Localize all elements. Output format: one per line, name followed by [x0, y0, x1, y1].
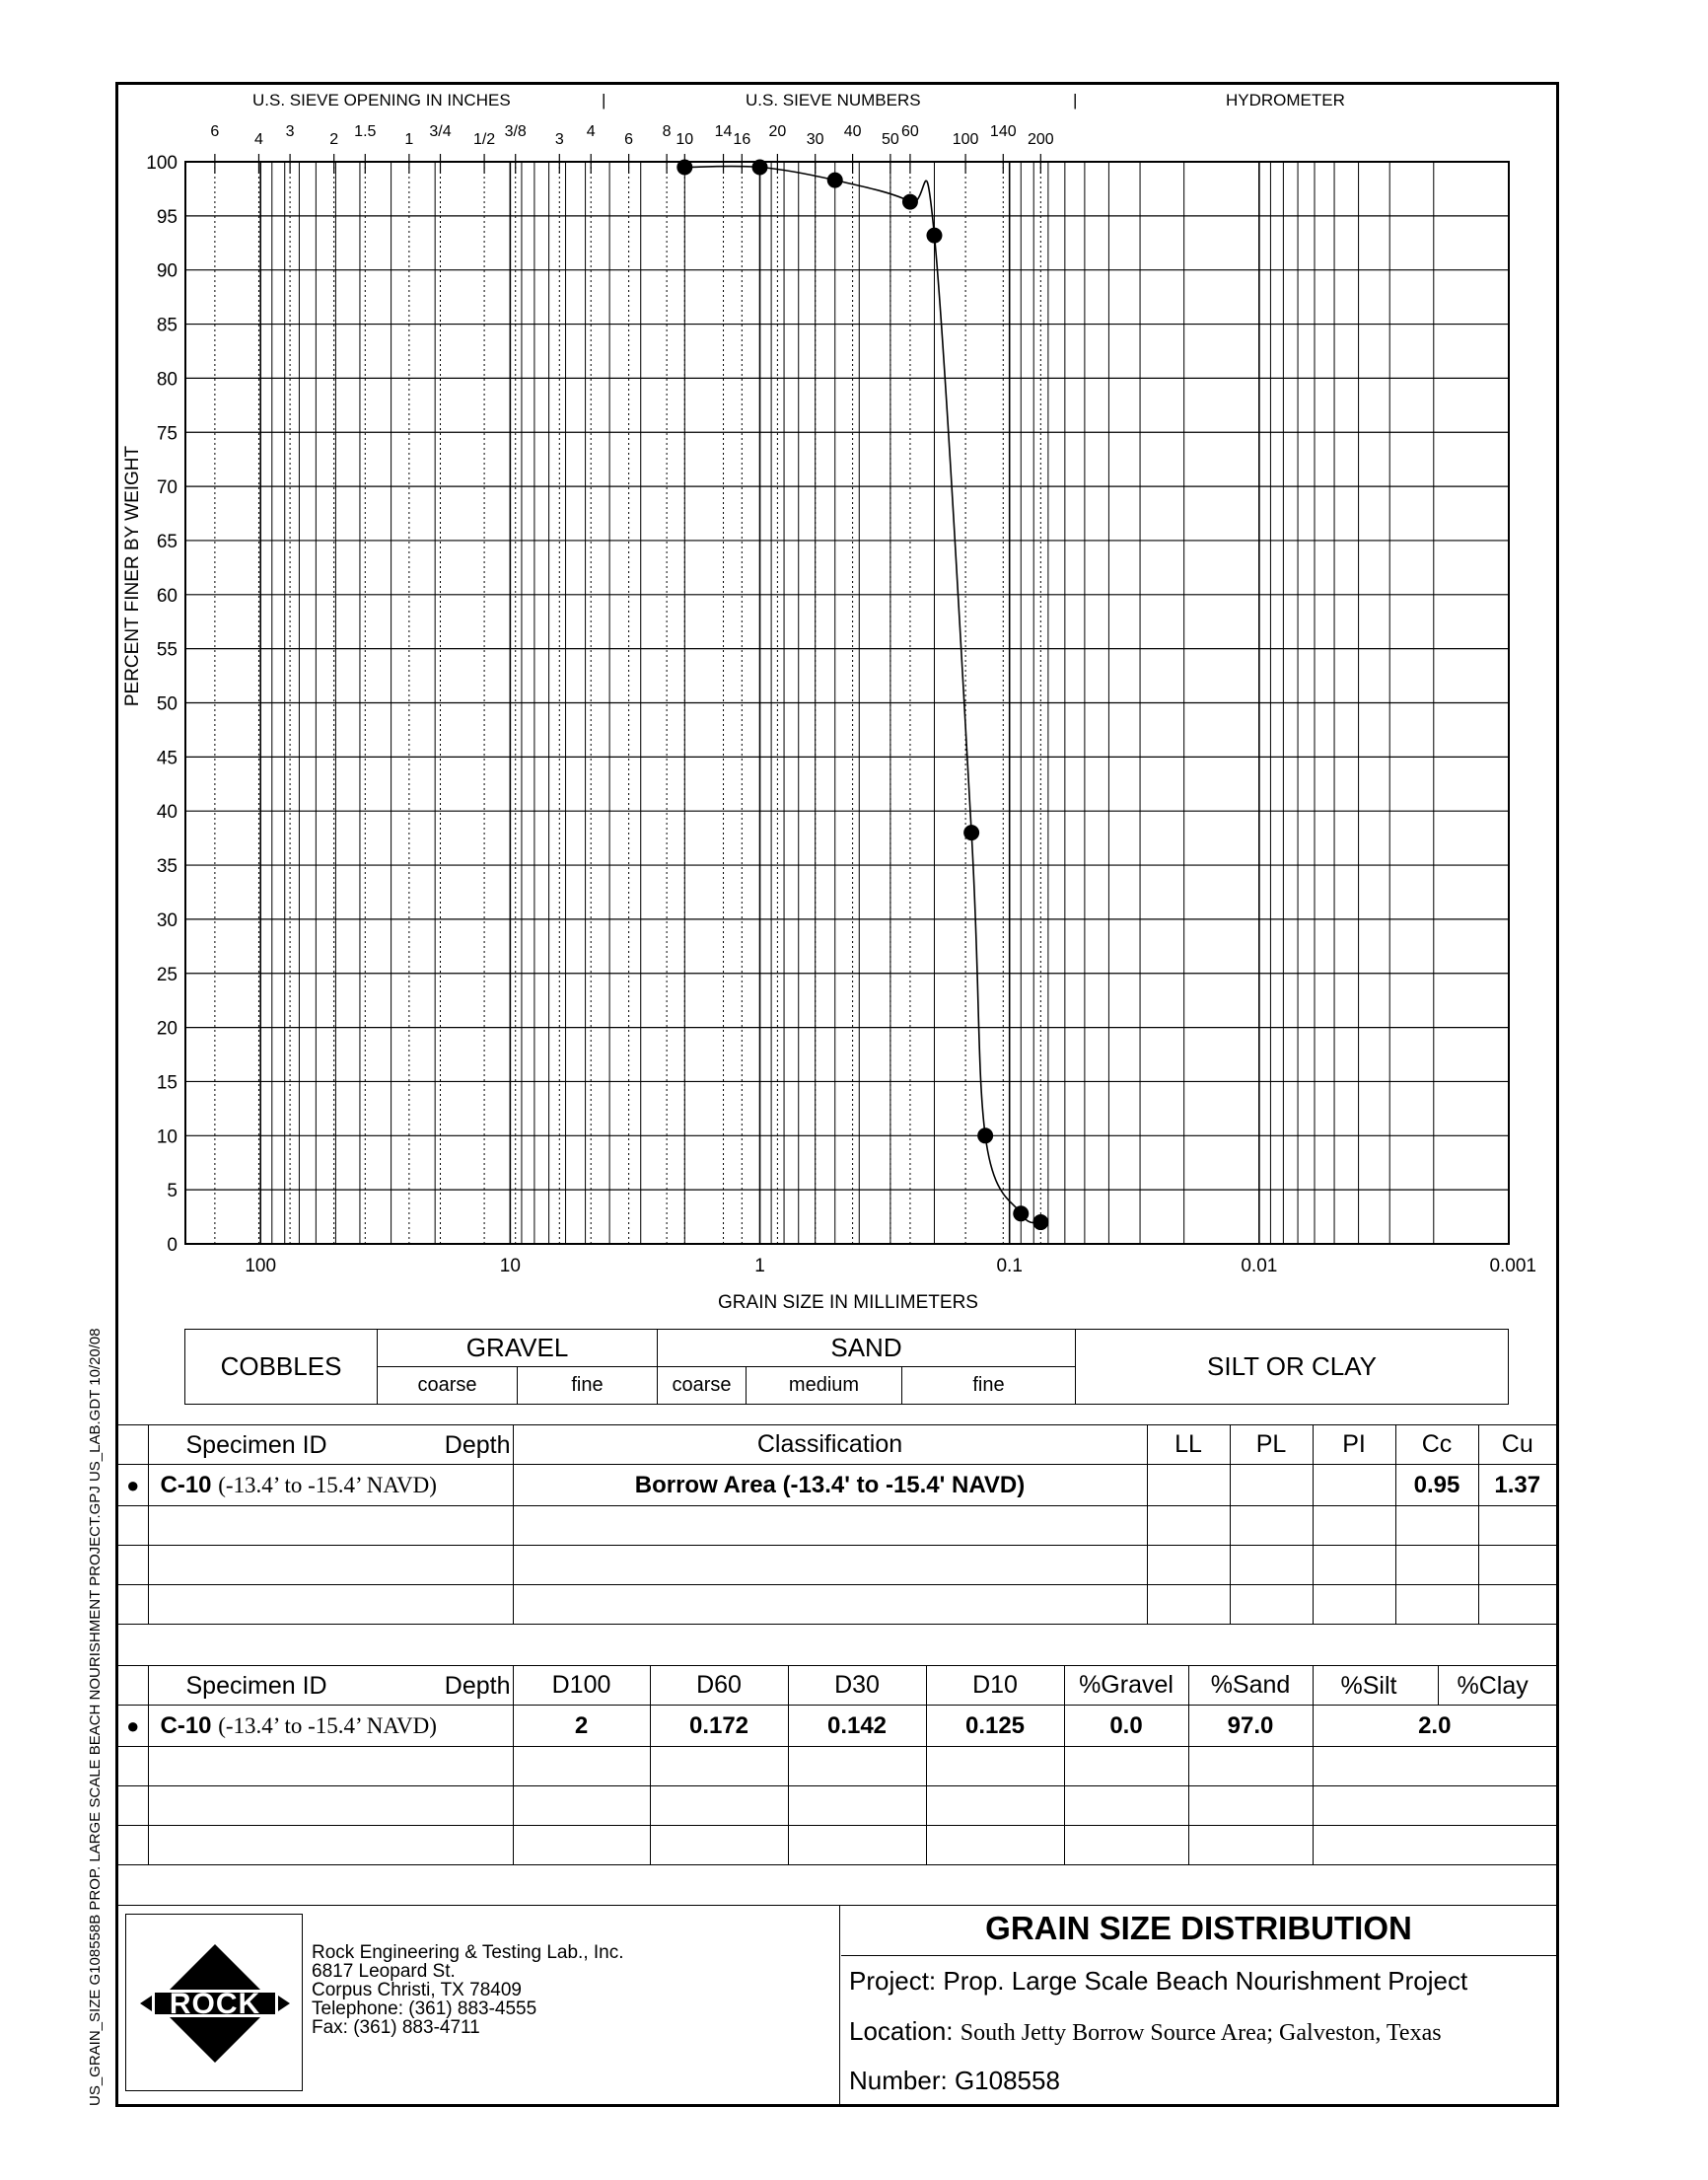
company-info — [312, 1943, 624, 2037]
sieve-label: 10 — [676, 131, 694, 148]
pi-header: PI — [1313, 1425, 1395, 1465]
sieve-label: 1 — [404, 131, 414, 148]
table-row — [118, 1465, 1556, 1506]
sieve-label: 1.5 — [354, 123, 377, 140]
sieve-label: 4 — [254, 131, 263, 148]
data-point — [676, 159, 692, 175]
data-point — [827, 173, 843, 188]
company-name: Rock Engineering & Testing Lab., Inc. — [312, 1942, 624, 1963]
d60-value: 0.172 — [650, 1706, 788, 1747]
classification-value: Borrow Area (-13.4' to -15.4' NAVD) — [513, 1465, 1147, 1506]
y-tick-label: 85 — [156, 315, 178, 336]
specimen-id: C-10 — [160, 1711, 212, 1739]
d60-header: D60 — [650, 1666, 788, 1706]
specimen-depth: (-13.4’ to -15.4’ NAVD) — [218, 1472, 437, 1497]
sieve-label: 14 — [714, 123, 733, 140]
company-address-1: 6817 Leopard St. — [312, 1961, 456, 1982]
specimen-id: C-10 — [160, 1471, 212, 1498]
sieve-label: 8 — [662, 123, 672, 140]
sieve-label: 200 — [1027, 131, 1054, 148]
pl-value — [1230, 1465, 1313, 1506]
classification-table — [118, 1424, 1556, 1625]
gravel-pct-value: 0.0 — [1064, 1706, 1188, 1747]
specimen-id-header: Specimen ID — [185, 1431, 327, 1459]
sieve-label: 16 — [733, 131, 751, 148]
sieve-inches-header: U.S. SIEVE OPENING IN INCHES — [252, 91, 511, 109]
pl-header: PL — [1230, 1425, 1313, 1465]
cobbles-label: COBBLES — [185, 1330, 378, 1405]
clay-pct-header: %Clay — [1457, 1672, 1529, 1700]
sieve-label: 6 — [210, 123, 220, 140]
y-tick-label: 70 — [156, 477, 178, 499]
y-tick-label: 35 — [156, 856, 178, 878]
d100-header: D100 — [513, 1666, 650, 1706]
y-tick-label: 25 — [156, 964, 178, 985]
pi-value — [1313, 1465, 1395, 1506]
sieve-label: 3/4 — [429, 123, 452, 140]
cu-header: Cu — [1478, 1425, 1556, 1465]
y-tick-label: 15 — [156, 1072, 178, 1094]
x-tick-label: 10 — [499, 1256, 521, 1276]
x-axis-label: GRAIN SIZE IN MILLIMETERS — [718, 1292, 978, 1313]
gravel-fine-label: fine — [518, 1367, 658, 1405]
hydrometer-header: HYDROMETER — [1226, 91, 1345, 109]
specimen-depth-header — [148, 1666, 513, 1706]
silt-clay-pct-header — [1313, 1666, 1556, 1706]
ll-value — [1147, 1465, 1230, 1506]
y-tick-label: 60 — [156, 585, 178, 607]
company-telephone: Telephone: (361) 883-4555 — [312, 1998, 537, 2019]
d100-value: 2 — [513, 1706, 650, 1747]
classification-legend — [184, 1329, 1509, 1405]
location-line — [849, 2016, 1442, 2047]
sand-coarse-label: coarse — [658, 1367, 747, 1405]
logo-text: ROCK — [169, 1988, 261, 2020]
cc-header: Cc — [1395, 1425, 1478, 1465]
header-separator: | — [602, 91, 606, 109]
y-tick-label: 90 — [156, 260, 178, 282]
project-value: Prop. Large Scale Beach Nourishment Project — [943, 1966, 1468, 1996]
sieve-label: 20 — [768, 123, 787, 140]
silt-pct-header: %Silt — [1340, 1672, 1397, 1700]
data-point — [926, 228, 942, 244]
specimen-id-header: Specimen ID — [185, 1672, 327, 1700]
sieve-label: 3 — [554, 131, 564, 148]
gradation-curve — [684, 167, 1040, 1223]
y-tick-label: 50 — [156, 693, 178, 715]
y-tick-label: 65 — [156, 531, 178, 552]
d30-header: D30 — [788, 1666, 926, 1706]
gravel-coarse-label: coarse — [378, 1367, 518, 1405]
silt-clay-pct-value: 2.0 — [1313, 1706, 1556, 1747]
location-value: South Jetty Borrow Source Area; Galveston, Texas — [960, 2020, 1442, 2046]
y-tick-label: 100 — [146, 153, 178, 174]
sieve-numbers-header: U.S. SIEVE NUMBERS — [746, 91, 921, 109]
gravel-pct-header: %Gravel — [1064, 1666, 1188, 1706]
depth-header: Depth — [444, 1672, 511, 1700]
header-separator: | — [1073, 91, 1078, 109]
gravel-label: GRAVEL — [378, 1330, 658, 1367]
sieve-label: 6 — [624, 131, 634, 148]
sand-label: SAND — [658, 1330, 1076, 1367]
sieve-label: 2 — [329, 131, 339, 148]
rock-logo — [126, 1915, 304, 2092]
company-address-2: Corpus Christi, TX 78409 — [312, 1980, 522, 2000]
number-value: G108558 — [954, 2066, 1060, 2095]
sieve-label: 1/2 — [472, 131, 496, 148]
sieve-label: 4 — [586, 123, 596, 140]
y-tick-label: 40 — [156, 802, 178, 824]
gradation-table — [118, 1665, 1556, 1865]
sieve-label: 30 — [806, 131, 824, 148]
y-tick-label: 95 — [156, 206, 178, 228]
cu-value: 1.37 — [1478, 1465, 1556, 1506]
sand-pct-header: %Sand — [1188, 1666, 1313, 1706]
data-point — [902, 194, 918, 210]
company-fax: Fax: (361) 883-4711 — [312, 2017, 480, 2038]
sand-fine-label: fine — [902, 1367, 1076, 1405]
y-tick-label: 75 — [156, 423, 178, 445]
x-tick-label: 0.01 — [1241, 1256, 1278, 1276]
series-marker: ● — [118, 1465, 148, 1506]
classification-header: Classification — [513, 1425, 1147, 1465]
d30-value: 0.142 — [788, 1706, 926, 1747]
report-title: GRAIN SIZE DISTRIBUTION — [985, 1910, 1412, 1946]
series-marker: ● — [118, 1706, 148, 1747]
sieve-label: 3/8 — [504, 123, 527, 140]
data-point — [752, 159, 768, 175]
y-tick-label: 20 — [156, 1018, 178, 1040]
project-label: Project: — [849, 1966, 937, 1996]
x-tick-label: 0.001 — [1489, 1256, 1536, 1276]
x-tick-label: 0.1 — [996, 1256, 1023, 1276]
table-row — [118, 1706, 1556, 1747]
y-axis-label: PERCENT FINER BY WEIGHT — [122, 445, 143, 707]
sieve-label: 100 — [952, 131, 979, 148]
sieve-label: 40 — [843, 123, 862, 140]
company-logo-box — [125, 1914, 303, 2091]
ll-header: LL — [1147, 1425, 1230, 1465]
sand-medium-label: medium — [747, 1367, 902, 1405]
y-tick-label: 80 — [156, 369, 178, 391]
project-line — [849, 1966, 1467, 1997]
y-tick-label: 45 — [156, 748, 178, 769]
x-tick-label: 100 — [245, 1256, 277, 1276]
x-tick-label: 1 — [754, 1256, 765, 1276]
data-point — [977, 1127, 993, 1143]
data-point — [1032, 1214, 1048, 1230]
silt-clay-label: SILT OR CLAY — [1076, 1330, 1509, 1405]
sieve-label: 50 — [881, 131, 899, 148]
sand-pct-value: 97.0 — [1188, 1706, 1313, 1747]
cc-value: 0.95 — [1395, 1465, 1478, 1506]
sieve-label: 140 — [989, 123, 1017, 140]
y-tick-label: 0 — [167, 1235, 178, 1256]
location-label: Location: — [849, 2016, 954, 2046]
y-tick-label: 30 — [156, 909, 178, 931]
data-point — [1013, 1205, 1029, 1221]
d10-header: D10 — [926, 1666, 1064, 1706]
number-line — [849, 2066, 1060, 2096]
file-footer-text: US_GRAIN_SIZE G108558B PROP. LARGE SCALE BEACH NOURISHMENT PROJECT.GPJ US_LAB.GDT 10/20/08 — [87, 1328, 104, 2106]
d10-value: 0.125 — [926, 1706, 1064, 1747]
sieve-label: 60 — [901, 123, 919, 140]
y-tick-label: 5 — [167, 1181, 178, 1202]
depth-header: Depth — [444, 1431, 511, 1459]
y-tick-label: 55 — [156, 639, 178, 661]
data-point — [963, 825, 979, 840]
number-label: Number: — [849, 2066, 948, 2095]
specimen-depth-header — [148, 1425, 513, 1465]
specimen-depth: (-13.4’ to -15.4’ NAVD) — [218, 1712, 437, 1738]
sieve-label: 3 — [285, 123, 295, 140]
y-tick-label: 10 — [156, 1126, 178, 1148]
